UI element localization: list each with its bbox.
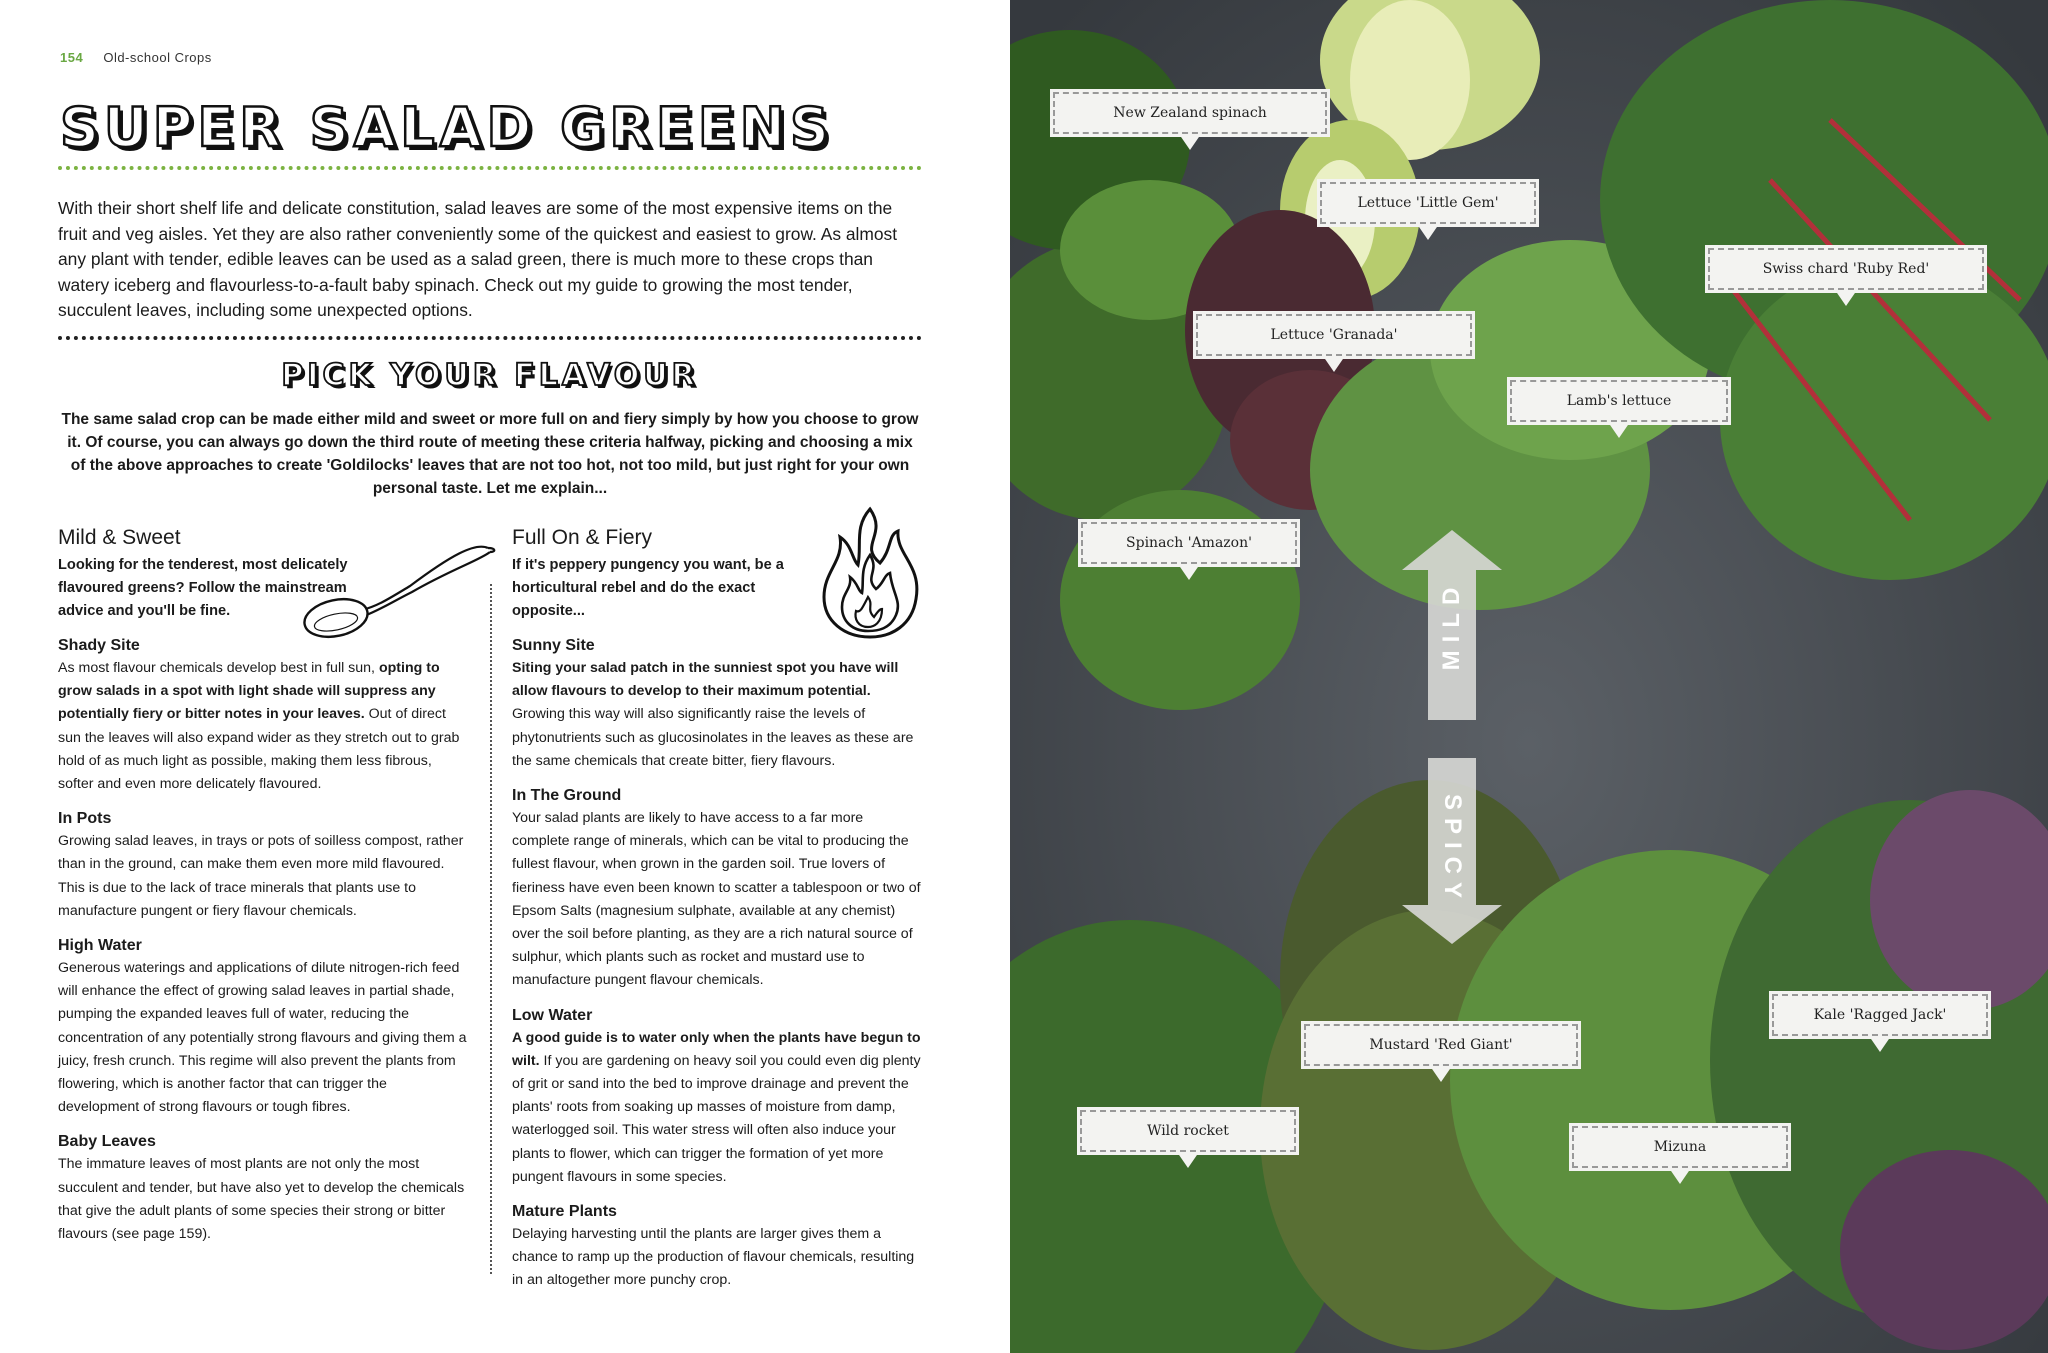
mild-arrow-label: MILD <box>1438 579 1465 671</box>
section-body: A good guide is to water only when the plants have begun to wilt. If you are gardening on heavy soil you could even dig plenty of grit or sand into the bed to improve drainage and prevent the plants' roots from soaking up masses of moisture from damp, waterlogged soil. This water stress will often also induce your plants to flower, which can trigger the formation of yet more pungent flavours in some species. <box>512 1029 921 1185</box>
section-body: Your salad plants are likely to have access to a far more complete range of minerals, which can be vital to producing the fullest flavour, when grown in the garden soil. True lovers of fieriness have even been known to scatter a tablespoon or two of Epsom Salts (magnesium sulphate, available at any chemist) over the soil before planting, as they are a rich natural source of sulphur, which plants such as rocket and mustard use to manufacture pungent flavour chemicals. <box>512 810 921 989</box>
section-divider <box>58 336 922 340</box>
label-new-zealand-spinach: New Zealand spinach <box>1053 92 1327 134</box>
section-title: In Pots <box>58 810 112 828</box>
page-title: SUPER SALAD GREENS <box>60 96 834 159</box>
mild-section <box>58 935 470 1119</box>
fiery-section <box>512 1201 924 1293</box>
section-title: Mature Plants <box>512 1203 617 1221</box>
section-body: The immature leaves of most plants are not only the most succulent and tender, but have also yet to develop the chemicals that give the adult plants of some species their strong or bitter flavours (see page 159). <box>58 1156 465 1243</box>
spicy-arrow-label: SPICY <box>1439 793 1466 907</box>
running-header <box>60 50 212 65</box>
fiery-section <box>512 1005 924 1189</box>
flavour-heading: PICK YOUR FLAVOUR <box>281 358 699 393</box>
section-title: Shady Site <box>58 637 140 654</box>
section-title: In The Ground <box>512 787 622 805</box>
section-title: Baby Leaves <box>58 1133 156 1151</box>
label-wild-rocket: Wild rocket <box>1080 1110 1296 1152</box>
column-divider <box>490 584 492 1274</box>
label-spinach-amazon: Spinach 'Amazon' <box>1081 522 1297 564</box>
label-lambs-lettuce: Lamb's lettuce <box>1510 380 1728 422</box>
mild-section <box>58 808 470 923</box>
section-body: Siting your salad patch in the sunniest spot you have will allow flavours to develop to their maximum potential. Growing this way will also significantly raise the levels of phytonutrients such as glucosinolates in the leaves as these are the same chemicals that create bitter, fiery flavours. <box>512 660 914 769</box>
mild-section <box>58 1131 470 1246</box>
label-mustard-red-giant: Mustard 'Red Giant' <box>1304 1024 1578 1066</box>
section-body: Generous waterings and applications of dilute nitrogen-rich feed will enhance the effect of growing salad leaves in partial shade, pumping the expanded leaves full of water, reducing the concentration of any potentially strong flavours and giving them a juicy, fresh crunch. This regime will also prevent the plants from flowering, which is another factor that can trigger the development of strong flavours or tough fibres. <box>58 960 467 1116</box>
fiery-section <box>512 785 924 993</box>
left-page <box>0 0 1010 1353</box>
fiery-intro: If it's peppery pungency you want, be a horticultural rebel and do the exact opposite... <box>512 557 784 619</box>
title-divider <box>58 166 922 170</box>
salad-photo <box>1010 0 2048 1353</box>
fiery-section <box>512 635 924 773</box>
fiery-column <box>512 526 924 1293</box>
label-mizuna: Mizuna <box>1572 1126 1788 1168</box>
label-kale-ragged-jack: Kale 'Ragged Jack' <box>1772 994 1988 1036</box>
mild-section <box>58 635 470 796</box>
section-title: Sunny Site <box>512 637 595 654</box>
section-name: Old-school Crops <box>103 50 212 65</box>
mild-intro: Looking for the tenderest, most delicately flavoured greens? Follow the mainstream advice and you'll be fine. <box>58 557 348 619</box>
page-number: 154 <box>60 50 84 65</box>
section-body: As most flavour chemicals develop best in full sun, opting to grow salads in a spot with light shade will suppress any potentially fiery or bitter notes in your leaves. Out of direct sun the leaves will also expand wider as they stretch out to grab hold of as much light as possible, making them less fibrous, softer and even more delicately flavoured. <box>58 660 460 793</box>
label-lettuce-granada: Lettuce 'Granada' <box>1196 314 1472 356</box>
intro-paragraph: With their short shelf life and delicate constitution, salad leaves are some of the most expensive items on the fruit and veg aisles. Yet they are also rather conveniently some of the quickest and easiest to grow. As almost any plant with tender, edible leaves can be used as a salad green, there is much more to these crops than watery iceberg and flavourless-to-a-fault baby spinach. Check out my guide to growing the most tender, succulent leaves, including some unexpected options. <box>58 198 898 320</box>
label-swiss-chard: Swiss chard 'Ruby Red' <box>1708 248 1984 290</box>
fiery-heading: Full On & Fiery <box>512 526 653 549</box>
mild-heading: Mild & Sweet <box>58 526 181 549</box>
mild-column <box>58 526 470 1246</box>
flavour-intro: The same salad crop can be made either mild and sweet or more full on and fiery simply by how you choose to grow it. Of course, you can always go down the third route of meeting these criteria halfway, picking and choosing a mix of the above approaches to create 'Goldilocks' leaves that are not too hot, not too mild, but just right for your own personal taste. Let me explain... <box>61 411 919 497</box>
section-body: Growing salad leaves, in trays or pots of soilless compost, rather than in the ground, can make them even more mild flavoured. This is due to the lack of trace minerals that plants use to manufacture pungent or fiery flavour chemicals. <box>58 833 464 919</box>
section-body: Delaying harvesting until the plants are larger gives them a chance to ramp up the production of flavour chemicals, resulting in an altogether more punchy crop. <box>512 1226 915 1289</box>
section-title: High Water <box>58 937 142 955</box>
section-title: Low Water <box>512 1006 593 1024</box>
label-lettuce-little-gem: Lettuce 'Little Gem' <box>1320 182 1536 224</box>
